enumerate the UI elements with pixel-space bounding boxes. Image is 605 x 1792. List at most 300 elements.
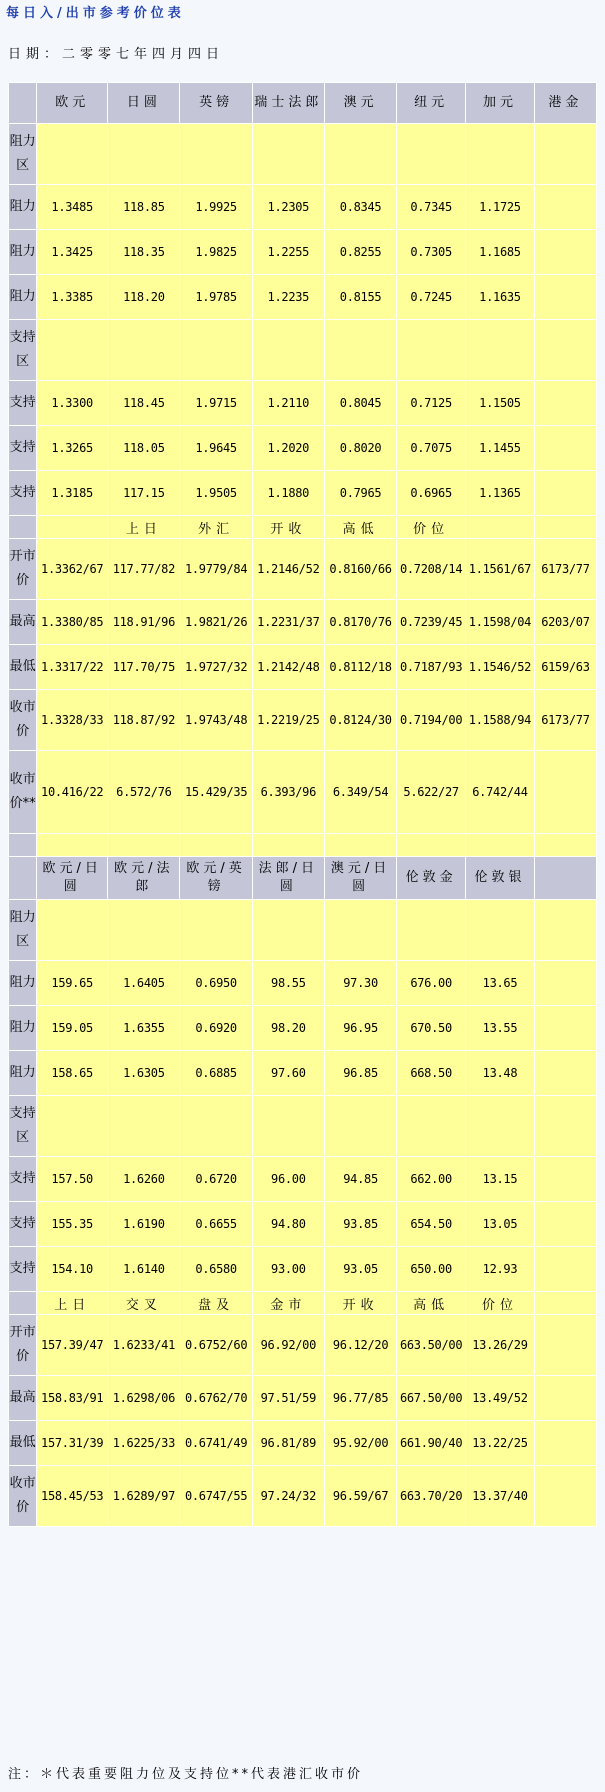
price-cell: 1.9727/32: [180, 645, 251, 689]
price-cell: [535, 381, 596, 425]
price-cell: 668.50: [397, 1051, 465, 1095]
price-cell: 0.7345: [397, 185, 465, 229]
price-cell: 158.65: [37, 1051, 107, 1095]
table-row: [9, 1421, 596, 1465]
reference-price-table: [8, 82, 597, 1527]
price-cell: 1.2146/52: [253, 539, 324, 599]
price-cell: [535, 275, 596, 319]
price-cell: 118.35: [108, 230, 179, 274]
row-label: 收市价**: [9, 751, 36, 833]
price-cell: [37, 900, 107, 960]
price-cell: 118.20: [108, 275, 179, 319]
section-label: 外汇: [180, 516, 251, 538]
price-cell: 1.9785: [180, 275, 251, 319]
price-cell: [466, 1096, 534, 1156]
table-row: [9, 185, 596, 229]
price-cell: 1.3385: [37, 275, 107, 319]
price-cell: 1.9715: [180, 381, 251, 425]
table-row: [9, 1006, 596, 1050]
price-cell: 1.1725: [466, 185, 534, 229]
price-cell: 6173/77: [535, 539, 596, 599]
price-cell: 6.742/44: [466, 751, 534, 833]
price-cell: [466, 900, 534, 960]
price-cell: 1.6298/06: [108, 1376, 179, 1420]
price-cell: 96.85: [325, 1051, 396, 1095]
spacer-cell: [108, 834, 179, 856]
row-label: 开市价: [9, 1315, 36, 1375]
price-cell: 1.1561/67: [466, 539, 534, 599]
price-cell: 97.51/59: [253, 1376, 324, 1420]
section-label: 盘及: [180, 1292, 251, 1314]
price-cell: 1.3362/67: [37, 539, 107, 599]
column-header: 欧元: [37, 83, 107, 123]
table-row: [9, 426, 596, 470]
price-cell: 118.91/96: [108, 600, 179, 644]
footnote: 注：＊代表重要阻力位及支持位**代表港汇收市价: [8, 1767, 364, 1782]
price-cell: 94.85: [325, 1157, 396, 1201]
price-cell: 0.6762/70: [180, 1376, 251, 1420]
price-cell: 676.00: [397, 961, 465, 1005]
price-cell: 6.572/76: [108, 751, 179, 833]
price-cell: 1.9821/26: [180, 600, 251, 644]
section-label: 上日: [108, 516, 179, 538]
section-label: 交叉: [108, 1292, 179, 1314]
price-cell: 1.3317/22: [37, 645, 107, 689]
corner-cell: [9, 83, 36, 123]
price-cell: 157.39/47: [37, 1315, 107, 1375]
row-label: 阻力: [9, 1006, 36, 1050]
price-cell: 1.3300: [37, 381, 107, 425]
price-cell: [535, 1421, 596, 1465]
row-label: 阻力: [9, 961, 36, 1005]
section-label: 价位: [466, 1292, 534, 1314]
spacer-cell: [397, 834, 465, 856]
price-cell: 96.59/67: [325, 1466, 396, 1526]
price-cell: 0.7965: [325, 471, 396, 515]
price-cell: 1.1455: [466, 426, 534, 470]
table-row: [9, 1202, 596, 1246]
price-cell: 97.60: [253, 1051, 324, 1095]
price-cell: 0.6580: [180, 1247, 251, 1291]
section-label: [535, 516, 596, 538]
row-label: 支持区: [9, 1096, 36, 1156]
price-cell: 0.8124/30: [325, 690, 396, 750]
section-label: 上日: [37, 1292, 107, 1314]
price-cell: [535, 471, 596, 515]
row-label: 阻力: [9, 185, 36, 229]
row-label: 收市价: [9, 690, 36, 750]
header-row: [9, 83, 596, 123]
price-cell: 1.1365: [466, 471, 534, 515]
table-row: [9, 1051, 596, 1095]
price-cell: [180, 900, 251, 960]
table-row: [9, 1315, 596, 1375]
price-cell: 96.00: [253, 1157, 324, 1201]
price-cell: [253, 124, 324, 184]
row-label: 开市价: [9, 539, 36, 599]
price-cell: 661.90/40: [397, 1421, 465, 1465]
row-label: [9, 516, 36, 538]
price-cell: 662.00: [397, 1157, 465, 1201]
section-row: [9, 516, 596, 538]
price-cell: 0.8112/18: [325, 645, 396, 689]
price-cell: 159.65: [37, 961, 107, 1005]
table-row: [9, 600, 596, 644]
price-cell: [535, 900, 596, 960]
price-cell: [253, 1096, 324, 1156]
row-label: 支持: [9, 1247, 36, 1291]
table-row: [9, 1157, 596, 1201]
price-cell: [535, 1096, 596, 1156]
spacer-cell: [180, 834, 251, 856]
price-cell: 0.6920: [180, 1006, 251, 1050]
price-cell: 0.7245: [397, 275, 465, 319]
price-cell: 0.7075: [397, 426, 465, 470]
price-cell: 1.6260: [108, 1157, 179, 1201]
price-cell: 117.15: [108, 471, 179, 515]
price-cell: 13.65: [466, 961, 534, 1005]
price-cell: 155.35: [37, 1202, 107, 1246]
price-cell: [535, 320, 596, 380]
price-cell: 1.2020: [253, 426, 324, 470]
row-label: 最高: [9, 1376, 36, 1420]
price-cell: 6159/63: [535, 645, 596, 689]
price-cell: 13.49/52: [466, 1376, 534, 1420]
price-cell: 1.1588/94: [466, 690, 534, 750]
price-cell: 6203/07: [535, 600, 596, 644]
price-cell: 97.24/32: [253, 1466, 324, 1526]
price-cell: 94.80: [253, 1202, 324, 1246]
row-label: 阻力区: [9, 124, 36, 184]
price-cell: [535, 751, 596, 833]
price-cell: 1.6233/41: [108, 1315, 179, 1375]
price-cell: 93.05: [325, 1247, 396, 1291]
table-row: [9, 1096, 596, 1156]
price-cell: 0.8020: [325, 426, 396, 470]
table-row: [9, 320, 596, 380]
column-header: 欧元/英镑: [180, 857, 251, 899]
price-cell: 1.6140: [108, 1247, 179, 1291]
price-cell: 98.20: [253, 1006, 324, 1050]
price-cell: 158.45/53: [37, 1466, 107, 1526]
column-header: 加元: [466, 83, 534, 123]
price-cell: 0.8170/76: [325, 600, 396, 644]
column-header: 澳元: [325, 83, 396, 123]
price-cell: [535, 426, 596, 470]
price-cell: [253, 320, 324, 380]
price-cell: [397, 900, 465, 960]
section-row: [9, 1292, 596, 1314]
price-cell: [397, 320, 465, 380]
table-row: [9, 1466, 596, 1526]
price-cell: 1.9925: [180, 185, 251, 229]
price-cell: 663.50/00: [397, 1315, 465, 1375]
price-cell: 1.2255: [253, 230, 324, 274]
price-cell: 95.92/00: [325, 1421, 396, 1465]
price-cell: [108, 900, 179, 960]
row-label: 最高: [9, 600, 36, 644]
price-cell: 0.6950: [180, 961, 251, 1005]
price-cell: 5.622/27: [397, 751, 465, 833]
price-cell: 1.2110: [253, 381, 324, 425]
price-cell: 6.393/96: [253, 751, 324, 833]
price-cell: 654.50: [397, 1202, 465, 1246]
row-label: 支持区: [9, 320, 36, 380]
price-cell: 118.45: [108, 381, 179, 425]
price-cell: 0.6655: [180, 1202, 251, 1246]
price-cell: [108, 320, 179, 380]
price-cell: [397, 124, 465, 184]
price-cell: 1.6225/33: [108, 1421, 179, 1465]
price-cell: 1.3380/85: [37, 600, 107, 644]
price-cell: [535, 1157, 596, 1201]
price-cell: 97.30: [325, 961, 396, 1005]
corner-cell: [9, 857, 36, 899]
section-label: [535, 1292, 596, 1314]
page-title: 每日入/出市参考价位表: [6, 6, 185, 21]
section-label: 高低: [325, 516, 396, 538]
price-cell: 6.349/54: [325, 751, 396, 833]
table-row: [9, 381, 596, 425]
price-cell: [535, 1466, 596, 1526]
price-cell: 157.50: [37, 1157, 107, 1201]
price-cell: 154.10: [37, 1247, 107, 1291]
spacer-label-cell: [9, 834, 36, 856]
price-cell: 13.15: [466, 1157, 534, 1201]
price-cell: 118.85: [108, 185, 179, 229]
price-cell: [108, 1096, 179, 1156]
price-cell: 0.7208/14: [397, 539, 465, 599]
spacer-cell: [325, 834, 396, 856]
price-cell: 1.1685: [466, 230, 534, 274]
price-cell: 1.1635: [466, 275, 534, 319]
price-cell: [325, 900, 396, 960]
price-cell: 96.81/89: [253, 1421, 324, 1465]
row-label: 阻力: [9, 230, 36, 274]
price-cell: 1.2219/25: [253, 690, 324, 750]
price-cell: [535, 1247, 596, 1291]
table-row: [9, 1247, 596, 1291]
price-cell: 1.2235: [253, 275, 324, 319]
price-cell: 0.8160/66: [325, 539, 396, 599]
price-cell: [535, 1006, 596, 1050]
price-cell: [37, 1096, 107, 1156]
report-date: 日期：二零零七年四月四日: [8, 47, 225, 62]
row-label: 支持: [9, 471, 36, 515]
price-cell: [108, 124, 179, 184]
price-cell: 1.3265: [37, 426, 107, 470]
price-cell: [535, 1315, 596, 1375]
price-cell: [37, 320, 107, 380]
price-cell: [180, 320, 251, 380]
price-cell: 0.6752/60: [180, 1315, 251, 1375]
table-row: [9, 275, 596, 319]
price-cell: 650.00: [397, 1247, 465, 1291]
price-cell: 0.7125: [397, 381, 465, 425]
column-header: 纽元: [397, 83, 465, 123]
price-cell: 1.6190: [108, 1202, 179, 1246]
price-cell: 667.50/00: [397, 1376, 465, 1420]
price-cell: 96.95: [325, 1006, 396, 1050]
price-cell: 1.1505: [466, 381, 534, 425]
header-row: [9, 857, 596, 899]
table-row: [9, 751, 596, 833]
spacer-cell: [466, 834, 534, 856]
price-cell: 118.05: [108, 426, 179, 470]
price-cell: 1.1598/04: [466, 600, 534, 644]
price-cell: 1.3485: [37, 185, 107, 229]
price-cell: 13.37/40: [466, 1466, 534, 1526]
section-label: 价位: [397, 516, 465, 538]
price-cell: 1.3328/33: [37, 690, 107, 750]
table-row: [9, 961, 596, 1005]
spacer-cell: [253, 834, 324, 856]
price-cell: 1.9825: [180, 230, 251, 274]
price-cell: [325, 320, 396, 380]
price-cell: 670.50: [397, 1006, 465, 1050]
section-label: [466, 516, 534, 538]
price-cell: 10.416/22: [37, 751, 107, 833]
row-label: 阻力区: [9, 900, 36, 960]
price-cell: 1.2305: [253, 185, 324, 229]
column-header: 欧元/法郎: [108, 857, 179, 899]
price-cell: 157.31/39: [37, 1421, 107, 1465]
price-cell: 6173/77: [535, 690, 596, 750]
table-row: [9, 230, 596, 274]
row-label: 支持: [9, 1157, 36, 1201]
price-cell: 1.3185: [37, 471, 107, 515]
price-cell: 0.7194/00: [397, 690, 465, 750]
price-cell: 0.8155: [325, 275, 396, 319]
price-cell: 15.429/35: [180, 751, 251, 833]
price-cell: 0.7239/45: [397, 600, 465, 644]
price-cell: [180, 124, 251, 184]
row-label: [9, 1292, 36, 1314]
price-cell: 159.05: [37, 1006, 107, 1050]
row-label: 阻力: [9, 275, 36, 319]
price-cell: 13.48: [466, 1051, 534, 1095]
section-label: 高低: [397, 1292, 465, 1314]
column-header: 港金: [535, 83, 596, 123]
column-header: 伦敦银: [466, 857, 534, 899]
price-cell: 1.2142/48: [253, 645, 324, 689]
column-header: 日圆: [108, 83, 179, 123]
price-cell: 1.2231/37: [253, 600, 324, 644]
price-cell: [253, 900, 324, 960]
row-label: 阻力: [9, 1051, 36, 1095]
column-header: 法郎/日圆: [253, 857, 324, 899]
section-label: 金市: [253, 1292, 324, 1314]
price-cell: 96.12/20: [325, 1315, 396, 1375]
spacer-cell: [535, 834, 596, 856]
price-cell: 1.6289/97: [108, 1466, 179, 1526]
row-label: 收市价: [9, 1466, 36, 1526]
price-cell: 0.6885: [180, 1051, 251, 1095]
column-header: 瑞士法郎: [253, 83, 324, 123]
row-label: 最低: [9, 1421, 36, 1465]
price-cell: 0.6747/55: [180, 1466, 251, 1526]
price-cell: [325, 1096, 396, 1156]
section-label: 开收: [253, 516, 324, 538]
price-cell: 12.93: [466, 1247, 534, 1291]
price-cell: [535, 124, 596, 184]
price-cell: [535, 230, 596, 274]
section-label: [37, 516, 107, 538]
column-header: 澳元/日圆: [325, 857, 396, 899]
price-cell: 1.1880: [253, 471, 324, 515]
row-label: 支持: [9, 1202, 36, 1246]
price-cell: 96.92/00: [253, 1315, 324, 1375]
column-header: 伦敦金: [397, 857, 465, 899]
price-cell: 0.7305: [397, 230, 465, 274]
spacer-cell: [37, 834, 107, 856]
spacer-row: [9, 834, 596, 856]
price-cell: [397, 1096, 465, 1156]
row-label: 最低: [9, 645, 36, 689]
price-cell: [535, 185, 596, 229]
price-cell: 0.6741/49: [180, 1421, 251, 1465]
price-cell: 0.6720: [180, 1157, 251, 1201]
price-cell: [535, 1051, 596, 1095]
price-cell: 117.70/75: [108, 645, 179, 689]
price-cell: 1.9779/84: [180, 539, 251, 599]
price-cell: [535, 1202, 596, 1246]
price-cell: 13.22/25: [466, 1421, 534, 1465]
column-header: 英镑: [180, 83, 251, 123]
table-row: [9, 645, 596, 689]
price-cell: [535, 1376, 596, 1420]
section-label: 开收: [325, 1292, 396, 1314]
price-cell: 0.8345: [325, 185, 396, 229]
price-cell: 117.77/82: [108, 539, 179, 599]
price-cell: 663.70/20: [397, 1466, 465, 1526]
price-cell: 13.05: [466, 1202, 534, 1246]
price-cell: 93.85: [325, 1202, 396, 1246]
table-row: [9, 1376, 596, 1420]
price-cell: 98.55: [253, 961, 324, 1005]
price-cell: 1.3425: [37, 230, 107, 274]
price-cell: 13.26/29: [466, 1315, 534, 1375]
price-cell: 0.6965: [397, 471, 465, 515]
price-cell: [535, 961, 596, 1005]
price-cell: 1.6355: [108, 1006, 179, 1050]
table-row: [9, 690, 596, 750]
price-cell: 158.83/91: [37, 1376, 107, 1420]
row-label: 支持: [9, 426, 36, 470]
column-header: [535, 857, 596, 899]
row-label: 支持: [9, 381, 36, 425]
price-cell: 13.55: [466, 1006, 534, 1050]
price-cell: 93.00: [253, 1247, 324, 1291]
price-cell: 96.77/85: [325, 1376, 396, 1420]
price-cell: 1.9505: [180, 471, 251, 515]
price-cell: 1.9743/48: [180, 690, 251, 750]
price-cell: 118.87/92: [108, 690, 179, 750]
table-row: [9, 900, 596, 960]
price-cell: 1.9645: [180, 426, 251, 470]
price-cell: 0.8045: [325, 381, 396, 425]
price-cell: 0.7187/93: [397, 645, 465, 689]
price-cell: 1.6305: [108, 1051, 179, 1095]
price-cell: [180, 1096, 251, 1156]
price-cell: [37, 124, 107, 184]
price-cell: [466, 320, 534, 380]
table-row: [9, 124, 596, 184]
price-cell: [466, 124, 534, 184]
price-cell: [325, 124, 396, 184]
price-cell: 1.6405: [108, 961, 179, 1005]
price-cell: 1.1546/52: [466, 645, 534, 689]
